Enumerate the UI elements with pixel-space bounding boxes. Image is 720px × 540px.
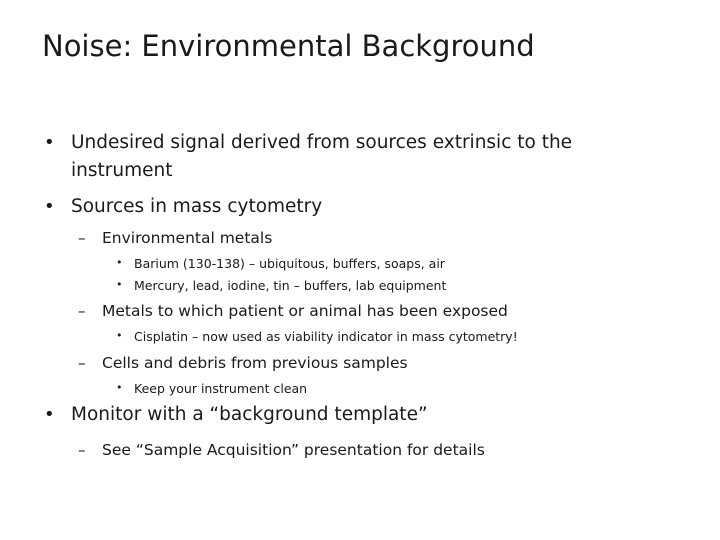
bullet-marker: • [44, 132, 55, 153]
sub-sub-bullet-text: Keep your instrument clean [134, 381, 308, 396]
sub-bullet-marker: – [78, 441, 86, 459]
sub-sub-bullet-marker: • [116, 278, 123, 291]
sub-bullet-marker: – [78, 302, 86, 320]
sub-bullet-text: Environmental metals [102, 229, 273, 247]
sub-sub-bullet-text: Cisplatin – now used as viability indicator in mass cytometry! [134, 329, 518, 344]
sub-bullet-text: Metals to which patient or animal has been exposed [102, 302, 508, 320]
bullet-text-continuation: instrument [71, 160, 173, 181]
bullet-marker: • [44, 404, 55, 425]
sub-bullet-text: See “Sample Acquisition” presentation for details [102, 441, 485, 459]
sub-sub-bullet-text: Barium (130-138) – ubiquitous, buffers, soaps, air [134, 256, 445, 271]
sub-bullet-marker: – [78, 229, 86, 247]
bullet-text: Monitor with a “background template” [71, 404, 428, 425]
bullet-text: Undesired signal derived from sources extrinsic to the [71, 132, 573, 153]
sub-sub-bullet-marker: • [116, 256, 123, 269]
sub-bullet-text: Cells and debris from previous samples [102, 354, 408, 372]
sub-sub-bullet-marker: • [116, 381, 123, 394]
sub-sub-bullet-text: Mercury, lead, iodine, tin – buffers, lab equipment [134, 278, 447, 293]
slide-title: Noise: Environmental Background [42, 29, 535, 63]
bullet-marker: • [44, 196, 55, 217]
sub-sub-bullet-marker: • [116, 329, 123, 342]
bullet-text: Sources in mass cytometry [71, 196, 323, 217]
sub-bullet-marker: – [78, 354, 86, 372]
